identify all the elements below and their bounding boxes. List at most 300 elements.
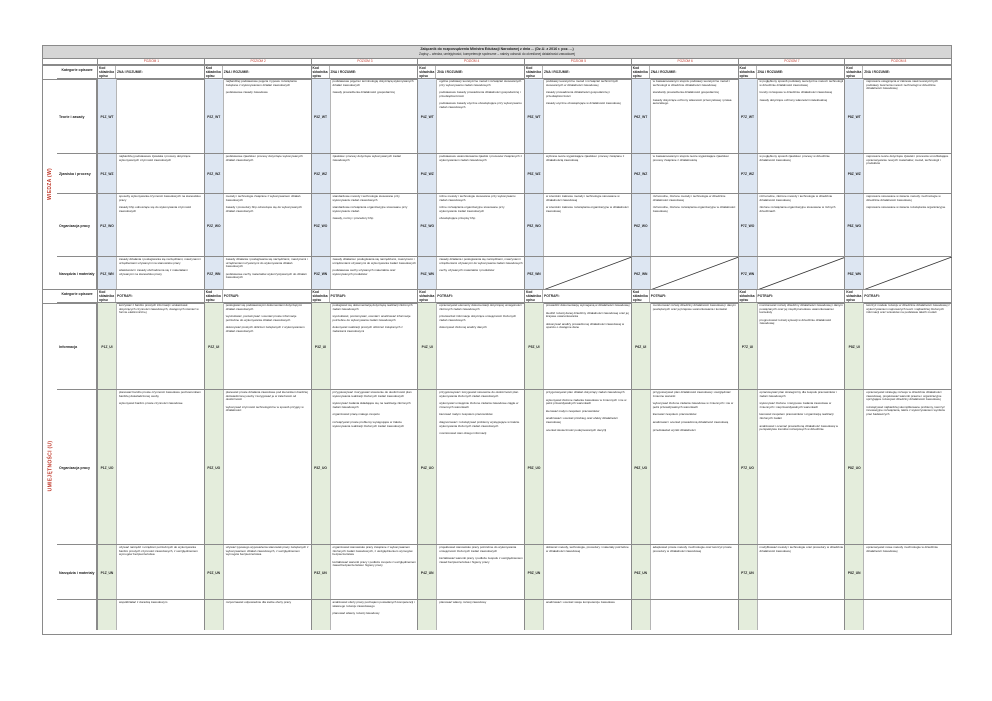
level-cell — [204, 390, 312, 545]
level-cell — [631, 545, 739, 600]
descriptor-text — [543, 390, 632, 545]
descriptor-line: dokonywać złożonej analizy danych — [439, 325, 487, 330]
descriptor-line: właściwości i zasady obchodzenia się z materiałami używanymi na stanowisku pracy — [119, 268, 188, 276]
descriptor-line: rozwiązywać najbardziej skomplikowane problemy, tworzyć innowacyjne rozwiązania, także z wykorzystaniem wyników prac badawczych — [866, 404, 945, 416]
descriptor-line: wykonywać złożone zadania zawodowe w zmiennych i nie w pełni przewidywalnych warunkach — [652, 401, 734, 409]
descriptor-line: planować własny rozwój zawodowy — [332, 611, 380, 616]
component-code: P1Z_WZ — [98, 154, 116, 194]
descriptor-line: dokonywać analizy prowadzonej działalności zawodowej w oparciu o dostępne dane — [546, 321, 625, 330]
descriptor-line: używać narzędzi i urządzeń potrzebnych do wykonywania bardzo prostych czynności zawodowych, z uwzględnieniem wymogów bezpieczeństwa — [119, 545, 198, 557]
descriptor-line: najnowsze stosowane w świecie metody i technologie w dziedzinie działalności zawodowej — [866, 194, 941, 202]
header-zna: ZNA I ROZUMIE: — [649, 66, 738, 79]
descriptor-text — [436, 600, 525, 630]
level-cell — [417, 545, 525, 600]
component-code: P2Z_UI — [205, 303, 223, 390]
component-code — [312, 600, 330, 630]
header-potrafi: POTRAFI: — [756, 290, 845, 303]
level-cell — [524, 194, 632, 257]
level-cell — [204, 257, 312, 290]
descriptor-line: modyfikować metody i technologie oraz procedury w dziedzinie działalności zawodowej — [759, 545, 844, 553]
descriptor-line: współdziałać z doradcą zawodowym — [119, 600, 168, 604]
descriptor-line: rozwiązywać proste problemy występujące w trakcie wykonywania realizacji złożonych zadań zawodowych — [332, 419, 405, 428]
descriptor-line: analizować i oceniać prowadzoną działalność zawodową w perspektywie trendów rozwojowych w dziedzinie — [759, 423, 838, 432]
descriptor-text — [116, 79, 205, 154]
descriptor-text — [436, 545, 525, 600]
component-code: P7Z_WN — [739, 257, 757, 290]
level-cell — [631, 79, 739, 154]
descriptor-line: analizować i oceniać prowadzoną działalność zawodową — [652, 419, 729, 424]
descriptor-line: różne rozwiązania organizacyjne stosowane przy wykonywaniu zadań zawodowych — [439, 205, 505, 213]
level-cell — [844, 390, 952, 545]
descriptor-text — [650, 79, 739, 154]
descriptor-line: śledzić rozwój danej dziedziny działalności zawodowej oraz jej krajowe uwarunkowania — [546, 310, 629, 319]
header-kod: Kod składnika opisu — [846, 66, 862, 78]
descriptor-text — [757, 303, 846, 390]
component-code: P6Z_UI — [632, 303, 650, 390]
component-code: P8Z_WO — [845, 194, 863, 257]
descriptor-line: przygotowywać plan działalności zawodowej i uwzględniać zmienne warunki — [652, 390, 731, 398]
descriptor-line: wybrane teorie wyjaśniające zjawiska i procesy związane z działalnością zawodową — [546, 154, 625, 162]
descriptor-text — [116, 303, 205, 390]
descriptor-line: zasady, normy i procedury bhp — [332, 216, 374, 221]
component-code: P1Z_WT — [98, 79, 116, 154]
component-code: P2Z_UO — [205, 390, 223, 545]
section-umiejetnosci — [43, 302, 951, 629]
descriptor-text — [650, 303, 739, 390]
component-code: P6Z_WZ — [632, 154, 650, 194]
descriptor-line: najbardziej podstawowe zjawiska i procesy dotyczące wykonywanych czynności zawodowych — [119, 154, 191, 162]
level-cell — [204, 79, 312, 154]
component-code: P6Z_WN — [632, 257, 650, 290]
descriptor-text — [863, 79, 952, 154]
descriptor-line: prognozować rozwój sytuacji w dziedzinie działalności zawodowej — [759, 317, 832, 326]
descriptor-line: kierować małym zespołem pracowników — [546, 408, 600, 413]
category-row — [57, 302, 951, 390]
descriptor-text — [543, 257, 632, 290]
descriptor-line: w zaawansowanym stopniu podstawy teoretyczne metod i technologii w dziedzinie działalności zawodowej — [652, 79, 730, 87]
category-label: Teorie i zasady — [57, 79, 97, 154]
descriptor-line: zjawiska i procesy dotyczące wykonywanych zadań zawodowych — [332, 154, 402, 162]
descriptor-line: wykonywać złożone i nietypowe zadania zawodowe w zmiennych i nieprzewidywalnych warunkach — [759, 401, 832, 409]
descriptor-text — [223, 545, 312, 600]
category-row — [57, 193, 951, 257]
descriptor-text — [223, 154, 312, 194]
descriptor-line: używać typowego wyposażenia stanowisk pracy związanych z wykonywaniem działań zawodowych, z uwzględnieniem wymogów bezpieczeństwa — [225, 545, 309, 557]
descriptor-line: zasady działania i posługiwania się narzędziami, maszynami i urządzeniami używanymi do wykonywania zadań zawodowych — [439, 257, 523, 265]
level-label: POZIOM 3 — [311, 59, 419, 64]
descriptor-line: wykonywać zadania składające się na realizację złożonych zadań zawodowych — [332, 401, 411, 409]
descriptor-text — [650, 257, 739, 290]
component-code: P8Z_WZ — [845, 154, 863, 194]
descriptor-text — [223, 600, 312, 630]
descriptor-line: w szerokim zakresie metody i technologie stosowane w działalności zawodowej — [546, 194, 620, 202]
descriptor-text — [650, 600, 739, 630]
component-code: P5Z_WT — [525, 79, 543, 154]
header-kategorie: Kategorie opisowe — [61, 68, 93, 72]
level-cell — [738, 545, 846, 600]
level-cell — [417, 154, 525, 194]
level-cell — [97, 257, 205, 290]
level-cell — [631, 390, 739, 545]
level-cell — [738, 600, 846, 630]
descriptor-line: tworzyć modele rozwoju w dziedzinie działalności zawodowej z wykorzystaniem najnowszych teorii i najbardziej złożonych informacji oraz wniosków na podstawie takich modeli — [866, 303, 950, 315]
component-code: P3Z_WN — [312, 257, 330, 290]
component-code: P8Z_WT — [845, 79, 863, 154]
level-cell — [204, 154, 312, 194]
descriptor-text — [543, 600, 632, 630]
descriptor-line: najnowsze teorie dotyczące zjawisk i procesów umożliwiające opracowywanie nowych materiałów, metod, technologii i produktów — [866, 154, 949, 166]
level-cell — [311, 545, 419, 600]
category-row — [57, 78, 951, 154]
component-code — [632, 600, 650, 630]
descriptor-line: kształtować warunki pracy i podłoże zespołu z uwzględnieniem zasad bezpieczeństwa i higieny pracy — [332, 559, 417, 568]
descriptor-line: zasady prowadzenia działalności gospodarczej — [332, 90, 395, 95]
descriptor-line: wykonywać złożone zadania zawodowe w zmiennych i nie w pełni przewidywalnych warunkach — [546, 397, 627, 406]
descriptor-line: monitorować rozwój dziedziny działalności zawodowej i danym powiązanych oraz jej międzynarodowe uwarunkowania i konteksty — [759, 303, 843, 315]
component-code: P8Z_UI — [845, 303, 863, 390]
descriptor-line: przedstawiać wyniki działalności — [652, 427, 696, 432]
descriptor-line: obowiązujące przepisy bhp — [439, 216, 476, 221]
descriptor-line: standardowe rozwiązania organizacyjne stosowane przy wykonywaniu zadań — [332, 205, 408, 213]
level-cell — [311, 390, 419, 545]
descriptor-text — [543, 545, 632, 600]
level-cell — [524, 79, 632, 154]
component-code: P3Z_UI — [312, 303, 330, 390]
category-row — [57, 544, 951, 600]
component-code: P1Z_UO — [98, 390, 116, 545]
section-label-umiejetnosci: UMIEJĘTNOŚCI (U) — [47, 440, 54, 491]
component-code: P6Z_WT — [632, 79, 650, 154]
header-kod: Kod składnika opisu — [739, 290, 755, 302]
component-code: P7Z_WT — [739, 79, 757, 154]
header-zna: ZNA I ROZUMIE: — [329, 66, 418, 79]
level-cell — [631, 600, 739, 630]
descriptor-text — [650, 545, 739, 600]
component-code: P8Z_WN — [845, 257, 863, 290]
header-potrafi: POTRAFI: — [542, 290, 631, 303]
level-cell — [417, 390, 525, 545]
header-zna: ZNA I ROZUMIE: — [222, 66, 311, 79]
descriptor-text — [757, 154, 846, 194]
descriptor-line: podstawowe zasady zawodowe — [225, 90, 268, 95]
descriptor-text — [863, 194, 952, 257]
component-code: P6Z_UN — [632, 545, 650, 600]
header-kod: Kod składnika opisu — [205, 66, 221, 78]
descriptor-line: kierować zespołem pracowników i organizacją realizacji złożonych zadań — [759, 412, 834, 420]
descriptor-line: monitorować rozwój dziedziny działalności zawodowej i danym powiązanych oraz jej krajowe uwarunkowania i kontekst — [652, 303, 736, 311]
descriptor-line: podstawy teoretyczne metod i rozwiązań technicznych stosowanych w działalności zawodowej — [546, 79, 619, 87]
descriptor-line: analizować oferty pracy pod kątem posiadanych kompetencji i własnego rozwoju zawodowego — [332, 600, 415, 608]
descriptor-line: podstawowe pojęcia i terminologię dotyczącą wykonywanych działań zawodowych — [332, 79, 414, 87]
level-cell — [417, 194, 525, 257]
descriptor-text — [223, 390, 312, 545]
descriptor-line: zasady prowadzenia działalności gospodarczej i przedsiębiorczości — [546, 90, 610, 98]
descriptor-line: oceniać skuteczność podejmowanych decyzji — [546, 427, 607, 432]
descriptor-line: posługiwać się dokumentacją dotyczącą realizacji złożonych zadań zawodowych — [332, 303, 413, 311]
header-kod: Kod składnika opisu — [526, 290, 542, 302]
level-label: POZIOM 2 — [204, 59, 312, 64]
component-code — [418, 600, 436, 630]
descriptor-text — [330, 545, 419, 600]
level-label: POZIOM 7 — [738, 59, 846, 64]
descriptor-line: najnowsze osiągnięcia w zakresie nauk teoretycznych podstawy tworzenia metod i technologii w dziedzinie działalności zawodowej — [866, 79, 938, 91]
level-cell — [311, 154, 419, 194]
descriptor-text — [863, 303, 952, 390]
descriptor-line: korzystać z bardzo prostych informacji i wskazówek dotyczących czynności zawodowych, dostępnych również w formie elektronicznej — [119, 303, 199, 315]
descriptor-text — [757, 545, 846, 600]
level-cell — [417, 79, 525, 154]
descriptor-text — [223, 303, 312, 390]
component-code: P4Z_WO — [418, 194, 436, 257]
descriptor-line: wykonywać umiejętnie złożone zadania zawodowe ciągłe w zmiennych warunkach — [439, 401, 519, 409]
descriptor-text — [863, 154, 952, 194]
descriptor-line: różnorodne, złożone metody i technologie w dziedzinie działalności zawodowej — [759, 194, 833, 202]
descriptor-line: wyszukiwać, porównywać, oceniać i analizować informacje potrzebne do wykonywania zadań zawodowych — [332, 314, 411, 322]
descriptor-line: standardowe metody i technologie stosowane przy wykonywaniu zadań zawodowych — [332, 194, 400, 202]
component-code: P4Z_UO — [418, 390, 436, 545]
descriptor-text — [330, 600, 419, 630]
header-kod: Kod składnika opisu — [632, 66, 648, 78]
header-kod: Kod składnika opisu — [419, 290, 435, 302]
level-cell — [97, 154, 205, 194]
level-cell — [844, 303, 952, 390]
descriptor-text — [223, 194, 312, 257]
descriptor-line: najbardziej podstawowe pojęcia i typowe rozwiązania związane z wykonywaniem działań zawodowych — [225, 79, 297, 87]
descriptor-text — [543, 154, 632, 194]
descriptor-line: planować bardzo proste czynności zawodowe pod kierunkiem bardziej doświadczonej osoby — [119, 390, 202, 398]
descriptor-line: diagnozować i rozwiązywać problemy występujące w trakcie wykonywania złożonych zadań zawodowych — [439, 419, 520, 428]
descriptor-line: przetwarzać informacje dotyczące umiejętności złożonych zadań zawodowych — [439, 314, 517, 322]
level-cell — [524, 545, 632, 600]
header-potrafi: POTRAFI: — [862, 290, 951, 303]
descriptor-line: najnowsze stosowane w świecie rozwiązania organizacyjne — [866, 205, 946, 210]
level-label: POZIOM 6 — [631, 59, 739, 64]
level-cell — [524, 303, 632, 390]
component-code: P1Z_WN — [98, 257, 116, 290]
level-label: POZIOM 1 — [97, 59, 205, 64]
header-kod: Kod składnika opisu — [312, 290, 328, 302]
level-cell — [631, 303, 739, 390]
descriptor-line: podstawowe uwarunkowania zjawisk i procesów związanych z wykonywaniem zadań zawodowych — [439, 154, 522, 162]
level-cell — [311, 257, 419, 290]
component-code: P1Z_UN — [98, 545, 116, 600]
descriptor-text — [863, 257, 952, 290]
descriptor-line: zasady działania i posługiwania się narzędziami, maszynami i urządzeniami używanymi do wykonywania działań zawodowych — [225, 257, 308, 269]
descriptor-line: złożone rozwiązania organizacyjne stosowane w różnych dziedzinach — [759, 205, 836, 213]
descriptor-line: sposoby wykonywania czynności zawodowych na stanowisku pracy — [119, 194, 201, 202]
level-label: POZIOM 5 — [524, 59, 632, 64]
descriptor-line: kierować zespołem pracowników — [652, 412, 697, 417]
table-title: Załącznik do rozporządzenia Ministra Edukacji Narodowej z dnia ... (Dz.U. z 2016 r. poz. ...) — [420, 47, 574, 51]
descriptor-text — [863, 390, 952, 545]
level-cell — [524, 257, 632, 290]
level-cell — [417, 303, 525, 390]
descriptor-line: wyszukiwać, porównywać i oceniać proste informacje potrzebne do wykonywania działań zawodowych — [225, 314, 297, 322]
component-code: P7Z_WZ — [739, 154, 757, 194]
descriptor-line: zasady bhp odnoszące się do wykonywania czynności zawodowych — [119, 205, 192, 213]
level-cell — [844, 79, 952, 154]
descriptor-line: wykonywać bardzo proste czynności zawodowe — [119, 401, 183, 406]
section-label-wiedza: WIEDZA (W) — [47, 167, 54, 200]
descriptor-line: monitorować stan obiegu informacji — [439, 431, 487, 436]
descriptor-line: opracowywać nowe metody i technologie w dziedzinie działalności zawodowej — [866, 545, 938, 553]
descriptor-line: organizować stanowisko pracy związane z wykonywaniem złożonych zadań zawodowych, z uwzględnieniem wymogów bezpieczeństwa — [332, 545, 413, 557]
descriptor-text — [436, 303, 525, 390]
category-label: Narzędzia i materiały — [57, 257, 97, 290]
level-label: POZIOM 4 — [417, 59, 525, 64]
component-code — [739, 600, 757, 630]
descriptor-line: różnorodne, złożone metody i technologie w dziedzinie działalności zawodowej — [652, 194, 726, 202]
header-kod: Kod składnika opisu — [99, 290, 115, 302]
descriptor-text — [436, 390, 525, 545]
descriptor-line: podstawowe zjawiska i procesy dotyczące wykonywanych działań zawodowych — [225, 154, 303, 162]
header-potrafi: POTRAFI: — [222, 290, 311, 303]
descriptor-line: adaptować proste metody i technologie oraz tworzyć proste procedury w działalności zawodowej — [652, 545, 732, 553]
descriptor-text — [543, 303, 632, 390]
descriptor-line: opracowywać elementy dokumentacji dotyczącej umiejętności złożonych zadań zawodowych — [439, 303, 522, 311]
descriptor-line: projektować stanowisko pracy potrzebne do wykonywania umiejętności złożonych zadań zawodowych — [439, 545, 517, 553]
descriptor-line: podstawowe cechy materiałów wykorzystywanych do działań zawodowych — [225, 271, 307, 280]
descriptor-line: podstawowe cechy używanych materiałów oraz wykonywanych produktów — [332, 268, 396, 276]
descriptor-line: ogólne podstawy teoretyczne metod i rozwiązań stosowanych przy wykonywaniu zadań zawodowych — [439, 79, 522, 87]
header-potrafi: POTRAFI: — [435, 290, 524, 303]
descriptor-text — [863, 545, 952, 600]
header-kod: Kod składnika opisu — [846, 290, 862, 302]
component-code: P4Z_WN — [418, 257, 436, 290]
descriptor-line: zasady etyczne obowiązujące w działalności zawodowej — [546, 101, 621, 106]
descriptor-text — [330, 154, 419, 194]
descriptor-text — [223, 257, 312, 290]
component-code: P4Z_WT — [418, 79, 436, 154]
level-cell — [844, 545, 952, 600]
descriptor-line: posługiwać się podstawowymi dokumentami dotyczącymi działań zawodowych — [225, 303, 302, 311]
category-row — [57, 256, 951, 290]
level-cell — [844, 257, 952, 290]
level-cell — [97, 194, 205, 257]
component-code: P3Z_WO — [312, 194, 330, 257]
level-cell — [204, 194, 312, 257]
descriptor-line: w zaawansowanym stopniu teorie wyjaśniające zjawiska i procesy związane z działalnością — [652, 154, 730, 162]
level-cell — [97, 303, 205, 390]
descriptor-line: w pogłębiony sposób zjawiska i procesy w dziedzinie działalności zawodowej — [759, 154, 830, 162]
component-code — [525, 600, 543, 630]
category-label: Organizacja pracy — [57, 390, 97, 545]
descriptor-line: analizować i oceniać swoje kompetencje zawodowe — [546, 600, 615, 604]
component-code: P4Z_UN — [418, 545, 436, 600]
descriptor-line: analizować i oceniać przebieg oraz efekty działalności zawodowej — [546, 416, 618, 424]
level-cell — [738, 390, 846, 545]
descriptor-line: planować własny rozwój zawodowy — [439, 600, 487, 604]
level-cell — [311, 303, 419, 390]
descriptor-text — [436, 79, 525, 154]
header-potrafi: POTRAFI: — [329, 290, 418, 303]
descriptor-line: różnorodne, złożone rozwiązania organizacyjne w działalności zawodowej — [652, 205, 736, 213]
level-cell — [844, 154, 952, 194]
table-subtitle: Zapisy – wiedza, umiejętności, kompetencje społeczne – należy odnosić do określonej działalności zawodowej — [419, 52, 575, 56]
descriptor-line: trendy rozwojowe w dziedzinie działalności zawodowej — [759, 90, 833, 95]
component-code: P7Z_UI — [739, 303, 757, 390]
descriptor-text — [223, 79, 312, 154]
component-code: P4Z_WZ — [418, 154, 436, 194]
component-code: P8Z_UO — [845, 390, 863, 545]
component-code: P7Z_UN — [739, 545, 757, 600]
descriptor-text — [436, 154, 525, 194]
category-row — [57, 153, 951, 194]
level-cell — [844, 600, 952, 630]
component-code: P2Z_WN — [205, 257, 223, 290]
descriptor-text — [757, 79, 846, 154]
descriptor-line: dokonywać realizacji prostych obliczeń związanych z zadaniami zawodowymi — [332, 325, 403, 333]
descriptor-line: zasady dotyczące ochrony własności intelektualnej — [759, 97, 828, 102]
descriptor-line: podstawowe zasady etyczne obowiązujące przy wykonywaniu zadań zawodowych — [439, 101, 522, 109]
component-code: P3Z_WT — [312, 79, 330, 154]
descriptor-line: zasady dotyczące ochrony własności przemysłowej i prawa autorskiego — [652, 97, 732, 106]
component-code: P1Z_UI — [98, 303, 116, 390]
component-code: P5Z_WO — [525, 194, 543, 257]
header-potrafi: POTRAFI: — [115, 290, 204, 303]
descriptor-line: planować proste działania zawodowe pod kierunkiem bardziej doświadczonej osoby i korygować je w zależności od okoliczności — [225, 390, 308, 402]
descriptor-line: wykonywać czynności technologiczne w sposób przyjęty w działalności — [225, 404, 304, 413]
level-cell — [524, 154, 632, 194]
header-kod: Kod składnika opisu — [739, 66, 755, 78]
header-kategorie: Kategorie opisowe — [61, 292, 93, 296]
category-label: Zjawiska i procesy — [57, 154, 97, 194]
category-label: Organizacja pracy — [57, 194, 97, 257]
level-cell — [204, 303, 312, 390]
descriptor-line: przygotowywać i korygować stosownie do okoliczności plan wykonywania realizacji złożonych zadań zawodowych — [332, 390, 412, 398]
descriptor-line: kierować małym zespołem pracowników — [439, 412, 493, 417]
header-kod: Kod składnika opisu — [205, 290, 221, 302]
level-cell — [97, 545, 205, 600]
header-zna: ZNA I ROZUMIE: — [542, 66, 631, 79]
descriptor-line: przygotowywać i korygować stosownie do okoliczności plan wykonywania złożonych zadań zawodowych — [439, 390, 519, 398]
descriptor-text — [116, 154, 205, 194]
header-zna: ZNA I ROZUMIE: — [115, 66, 204, 79]
level-cell — [417, 257, 525, 290]
level-cell — [204, 545, 312, 600]
descriptor-text — [757, 257, 846, 290]
header-zna: ZNA I ROZUMIE: — [862, 66, 951, 79]
category-label: Narzędzia i materiały — [57, 545, 97, 600]
descriptor-text — [650, 154, 739, 194]
component-code: P2Z_WZ — [205, 154, 223, 194]
descriptor-line: w szerokim zakresie rozwiązania organizacyjne w działalności zawodowej — [546, 205, 629, 213]
level-cell — [524, 390, 632, 545]
table-title-bar — [43, 46, 951, 59]
descriptor-line: zasady działania i posługiwania się narzędziami, maszynami i urządzeniami używanymi do wykonywania zadań zawodowych — [332, 257, 416, 265]
descriptor-text — [116, 545, 205, 600]
component-code: P6Z_UO — [632, 390, 650, 545]
descriptor-line: zasady działania i posługiwania się narzędziami, maszynami i urządzeniami używanymi na stanowisku pracy — [119, 257, 201, 265]
descriptor-line: organizować pracę małego zespołu — [332, 412, 380, 417]
category-label: Informacja — [57, 303, 97, 390]
header-zna: ZNA I ROZUMIE: — [756, 66, 845, 79]
component-code: P1Z_WO — [98, 194, 116, 257]
descriptor-line: kształtować warunki pracy i podłoże zespołu z uwzględnieniem zasad bezpieczeństwa i higieny pracy — [439, 556, 523, 564]
descriptor-text — [330, 303, 419, 390]
descriptor-line: standardy prowadzenia działalności gospodarczej — [652, 90, 719, 95]
descriptor-text — [330, 194, 419, 257]
level-cell — [97, 390, 205, 545]
level-cell — [417, 600, 525, 630]
descriptor-text — [757, 194, 846, 257]
component-code: P5Z_UO — [525, 390, 543, 545]
component-code: P3Z_WZ — [312, 154, 330, 194]
header-kod: Kod składnika opisu — [526, 66, 542, 78]
component-code: P6Z_WO — [632, 194, 650, 257]
level-cell — [204, 600, 312, 630]
descriptor-line: opracowywać plan strategiczny dla zespołu pracowników i zadań zawodowych — [759, 390, 837, 398]
